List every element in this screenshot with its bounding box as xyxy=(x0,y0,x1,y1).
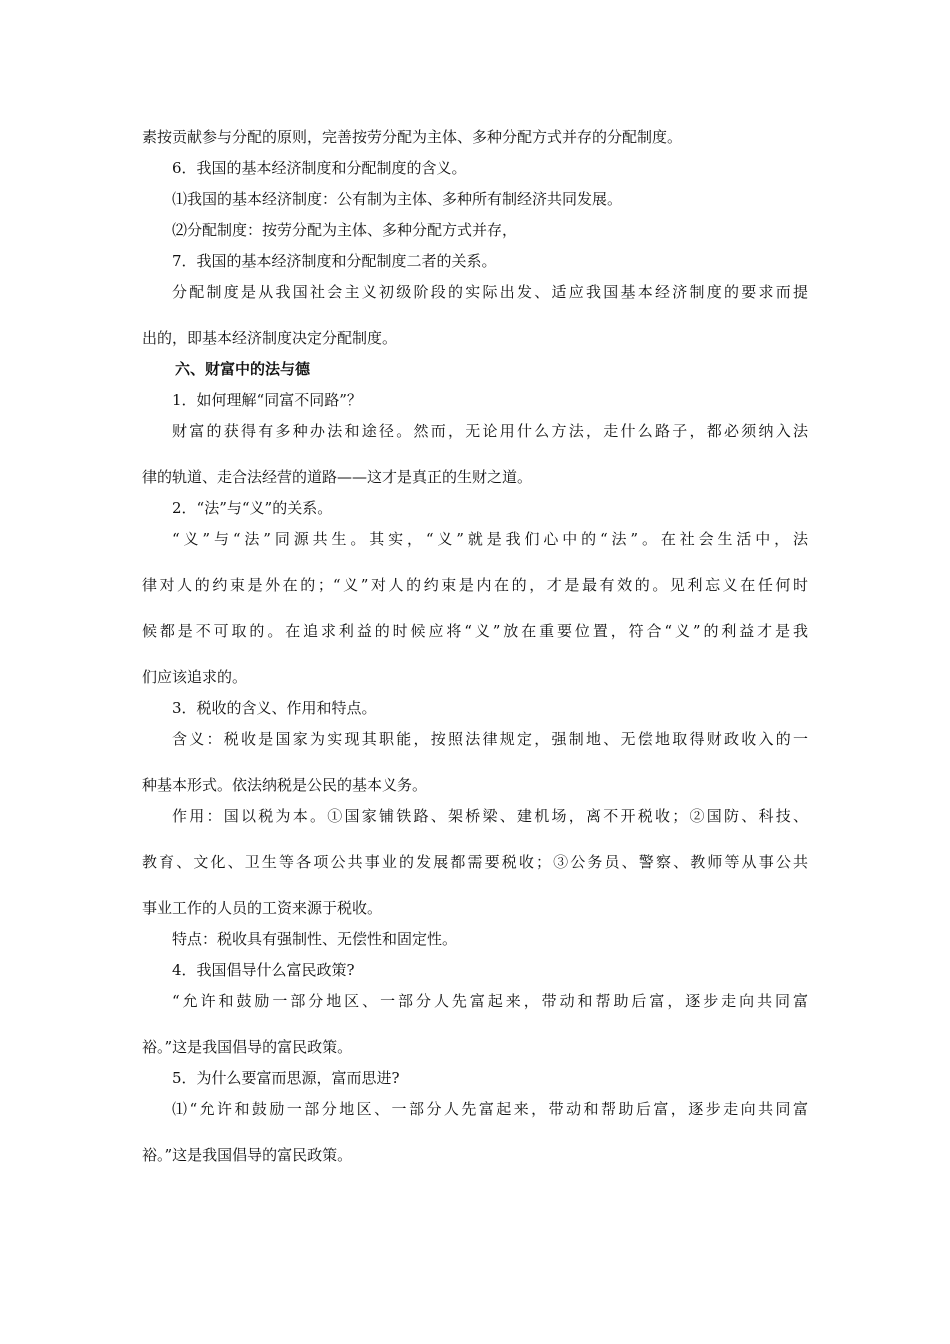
answer-3-features: 特点：税收具有强制性、无偿性和固定性。 xyxy=(172,930,458,948)
paragraph-line: 素按贡献参与分配的原则，完善按劳分配为主体、多种分配方式并存的分配制度。 xyxy=(142,128,683,146)
answer-5-line-1: ⑴“允许和鼓励一部分地区、一部分人先富起来，带动和帮助后富，逐步走向共同富 xyxy=(172,1100,808,1118)
answer-3-role-line-3: 事业工作的人员的工资来源于税收。 xyxy=(142,899,383,917)
answer-3-role-line-2: 教育、文化、卫生等各项公共事业的发展都需要税收；③公务员、警察、教师等从事公共 xyxy=(142,853,808,871)
answer-7-line-2: 出的，即基本经济制度决定分配制度。 xyxy=(142,329,398,347)
question-7: 7．我国的基本经济制度和分配制度二者的关系。 xyxy=(172,252,497,270)
section-heading: 六、财富中的法与德 xyxy=(175,360,311,378)
document-body xyxy=(142,122,808,1171)
answer-5-line-2: 裕。”这是我国倡导的富民政策。 xyxy=(142,1146,353,1164)
answer-2-line-2: 律对人的约束是外在的；“义”对人的约束是内在的，才是最有效的。见利忘义在任何时 xyxy=(142,576,808,594)
answer-1-line-2: 律的轨道、走合法经营的道路——这才是真正的生财之道。 xyxy=(142,468,533,486)
answer-7-line-1: 分配制度是从我国社会主义初级阶段的实际出发、适应我国基本经济制度的要求而提 xyxy=(172,283,808,301)
answer-2-line-4: 们应该追求的。 xyxy=(142,668,248,686)
answer-1-line-1: 财富的获得有多种办法和途径。然而，无论用什么方法，走什么路子，都必须纳入法 xyxy=(172,422,808,440)
answer-3-role-line-1: 作用：国以税为本。①国家铺铁路、架桥梁、建机场，离不开税收；②国防、科技、 xyxy=(172,807,808,825)
question-6: 6．我国的基本经济制度和分配制度的含义。 xyxy=(172,159,467,177)
answer-3-meaning-line-1: 含义：税收是国家为实现其职能，按照法律规定，强制地、无偿地取得财政收入的一 xyxy=(172,730,808,748)
answer-4-line-2: 裕。”这是我国倡导的富民政策。 xyxy=(142,1038,353,1056)
question-4: 4．我国倡导什么富民政策? xyxy=(172,961,355,979)
answer-3-meaning-line-2: 种基本形式。依法纳税是公民的基本义务。 xyxy=(142,776,428,794)
question-5: 5．为什么要富而思源，富而思进? xyxy=(172,1069,400,1087)
answer-6-1: ⑴我国的基本经济制度：公有制为主体、多种所有制经济共同发展。 xyxy=(172,190,623,208)
question-3: 3．税收的含义、作用和特点。 xyxy=(172,699,377,717)
answer-2-line-3: 候都是不可取的。在追求利益的时候应将“义”放在重要位置，符合“义”的利益才是我 xyxy=(142,622,808,640)
answer-6-2: ⑵分配制度：按劳分配为主体、多种分配方式并存， xyxy=(172,221,518,239)
question-2: 2．“法”与“义”的关系。 xyxy=(172,499,333,517)
answer-2-line-1: “义”与“法”同源共生。其实，“义”就是我们心中的“法”。在社会生活中，法 xyxy=(172,530,808,548)
question-1: 1．如何理解“同富不同路”？ xyxy=(172,391,362,409)
answer-4-line-1: “允许和鼓励一部分地区、一部分人先富起来，带动和帮助后富，逐步走向共同富 xyxy=(172,992,808,1010)
